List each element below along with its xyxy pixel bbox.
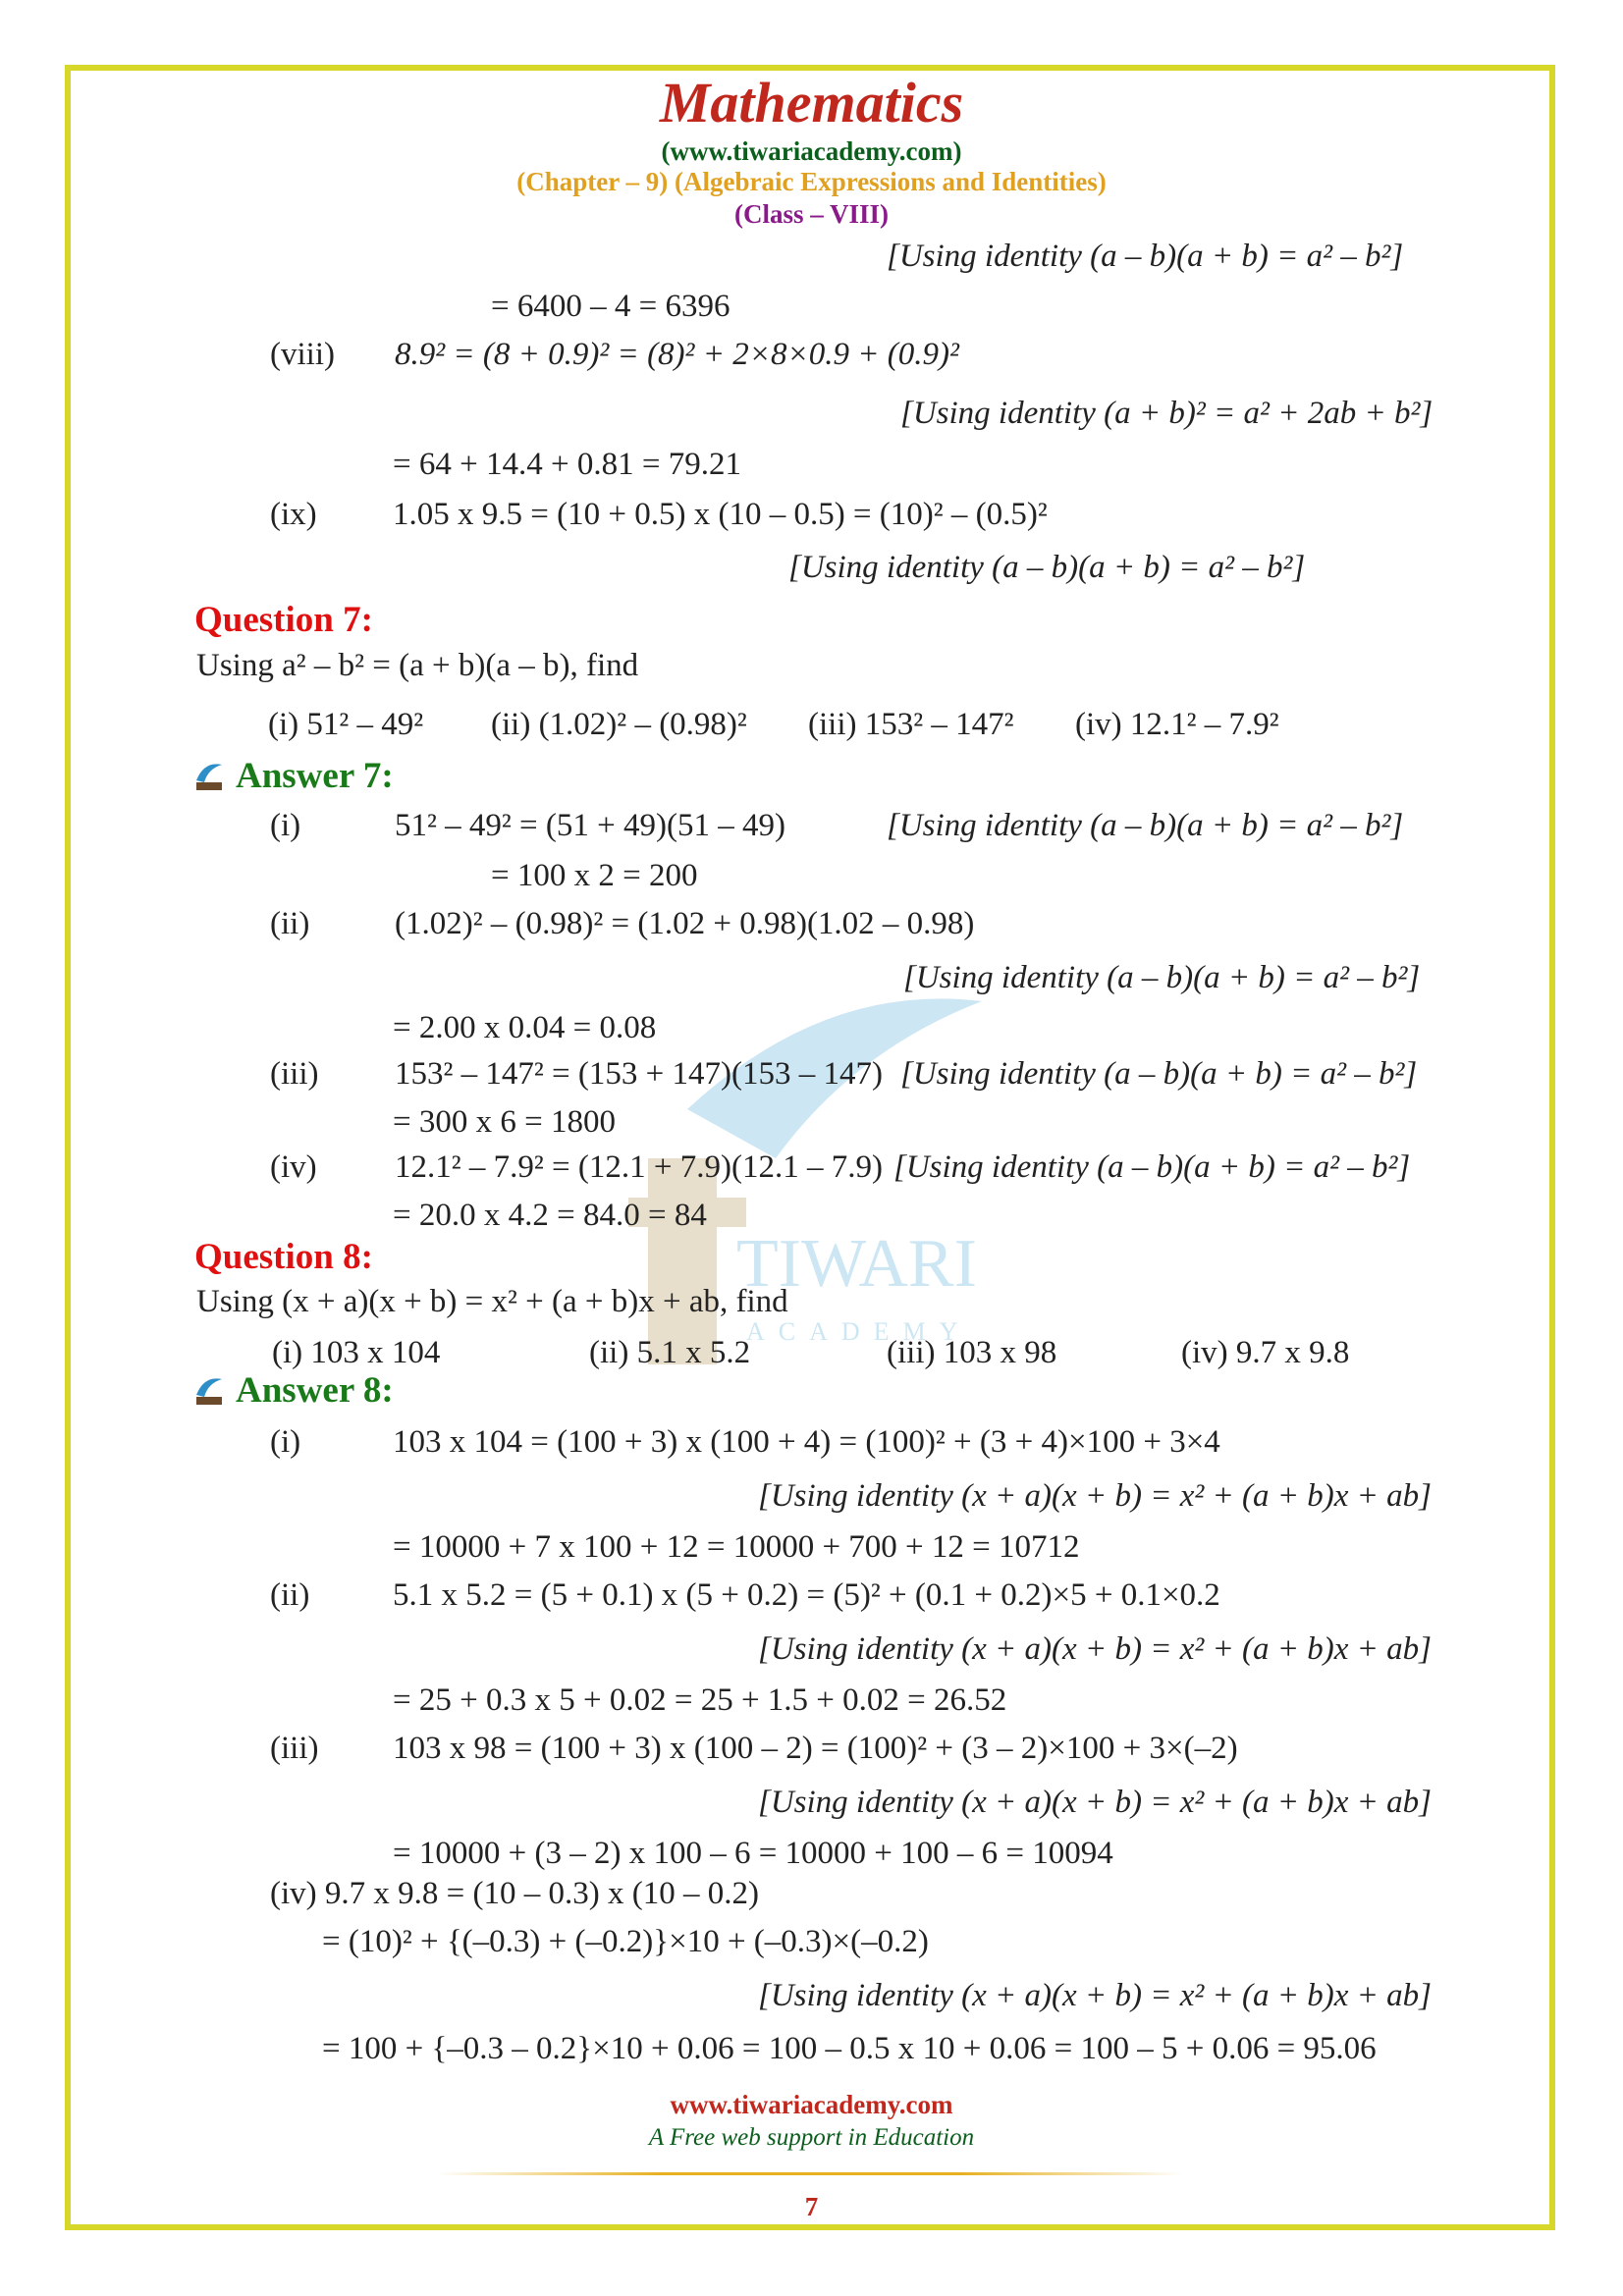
item-label: (viii) — [270, 337, 335, 372]
equation-line: 51² – 49² = (51 + 49)(51 – 49) — [395, 808, 785, 843]
equation-line: 12.1² – 7.9² = (12.1 + 7.9)(12.1 – 7.9) — [395, 1149, 883, 1185]
result-line: = 10000 + 7 x 100 + 12 = 10000 + 700 + 12 = 10712 — [393, 1529, 1080, 1565]
question-8-part: (iii) 103 x 98 — [887, 1335, 1057, 1370]
equation-line: 153² – 147² = (153 + 147)(153 – 147) — [395, 1056, 883, 1092]
result-line: = 300 x 6 = 1800 — [393, 1104, 616, 1140]
identity-note: [Using identity (x + a)(x + b) = x² + (a + b)x + ab] — [758, 1478, 1433, 1514]
class-heading: (Class – VIII) — [733, 199, 890, 229]
item-label: (i) — [270, 808, 301, 843]
footer-divider — [437, 2172, 1183, 2175]
result-line: = 20.0 x 4.2 = 84.0 = 84 — [393, 1198, 707, 1233]
result-line: = 2.00 x 0.04 = 0.08 — [393, 1010, 657, 1045]
item-label: (iii) — [270, 1731, 319, 1766]
identity-note: [Using identity (x + a)(x + b) = x² + (a + b)x + ab] — [758, 1785, 1433, 1820]
item-label: (i) — [270, 1424, 301, 1460]
identity-note: [Using identity (a – b)(a + b) = a² – b²] — [887, 808, 1404, 843]
page-title: Mathematics — [659, 71, 964, 134]
chapter-heading: (Chapter – 9) (Algebraic Expressions and Identities) — [516, 167, 1107, 196]
question-7-text: Using a² – b² = (a + b)(a – b), find — [196, 648, 639, 683]
question-8-part: (i) 103 x 104 — [272, 1335, 441, 1370]
identity-note: [Using identity (a – b)(a + b) = a² – b²] — [893, 1149, 1411, 1185]
item-label: (ix) — [270, 497, 317, 532]
answer-7-heading: Answer 7: — [194, 758, 394, 794]
equation-line: 1.05 x 9.5 = (10 + 0.5) x (10 – 0.5) = (10)² – (0.5)² — [393, 497, 1048, 532]
question-7-part: (ii) (1.02)² – (0.98)² — [491, 707, 747, 742]
answer-icon — [194, 761, 224, 792]
identity-note: [Using identity (a – b)(a + b) = a² – b²] — [887, 239, 1404, 274]
identity-note: [Using identity (a – b)(a + b) = a² – b²] — [900, 1056, 1418, 1092]
watermark-sub: ACADEMY — [746, 1317, 972, 1346]
equation-line: 8.9² = (8 + 0.9)² = (8)² + 2×8×0.9 + (0.9)² — [395, 337, 959, 372]
item-label: (iii) — [270, 1056, 319, 1092]
watermark-brand: TIWARI — [736, 1226, 977, 1302]
result-line: = 100 + {–0.3 – 0.2}×10 + 0.06 = 100 – 0.5 x 10 + 0.06 = 100 – 5 + 0.06 = 95.06 — [322, 2031, 1377, 2066]
question-7-part: (i) 51² – 49² — [268, 707, 424, 742]
equation-line: (iv) 9.7 x 9.8 = (10 – 0.3) x (10 – 0.2) — [270, 1876, 759, 1911]
identity-note: [Using identity (a + b)² = a² + 2ab + b²] — [900, 396, 1434, 431]
question-8-part: (iv) 9.7 x 9.8 — [1181, 1335, 1350, 1370]
question-8-text: Using (x + a)(x + b) = x² + (a + b)x + ab, find — [196, 1284, 788, 1319]
result-line: = 64 + 14.4 + 0.81 = 79.21 — [393, 447, 741, 482]
equation-line: (1.02)² – (0.98)² = (1.02 + 0.98)(1.02 – 0.98) — [395, 906, 975, 941]
result-line: = 6400 – 4 = 6396 — [491, 289, 730, 324]
header-site-link[interactable]: (www.tiwariacademy.com) — [661, 136, 962, 166]
item-label: (ii) — [270, 1577, 310, 1613]
identity-note: [Using identity (a – b)(a + b) = a² – b²] — [903, 960, 1421, 995]
equation-line: 103 x 104 = (100 + 3) x (100 + 4) = (100)² + (3 + 4)×100 + 3×4 — [393, 1424, 1220, 1460]
result-line: = 10000 + (3 – 2) x 100 – 6 = 10000 + 100 – 6 = 10094 — [393, 1836, 1113, 1871]
identity-note: [Using identity (x + a)(x + b) = x² + (a + b)x + ab] — [758, 1631, 1433, 1667]
result-line: = 100 x 2 = 200 — [491, 858, 698, 893]
answer-8-heading: Answer 8: — [194, 1372, 394, 1409]
page-number: 7 — [804, 2192, 819, 2221]
question-7-part: (iii) 153² – 147² — [808, 707, 1014, 742]
identity-note: [Using identity (x + a)(x + b) = x² + (a + b)x + ab] — [758, 1978, 1433, 2013]
item-label: (iv) — [270, 1149, 317, 1185]
question-8-part: (ii) 5.1 x 5.2 — [589, 1335, 751, 1370]
item-label: (ii) — [270, 906, 310, 941]
result-line: = 25 + 0.3 x 5 + 0.02 = 25 + 1.5 + 0.02 = 26.52 — [393, 1682, 1007, 1718]
answer-icon — [194, 1375, 224, 1407]
footer-site-link[interactable]: www.tiwariacademy.com — [670, 2090, 953, 2119]
question-7-heading: Question 7: — [194, 600, 373, 640]
identity-note: [Using identity (a – b)(a + b) = a² – b²] — [788, 550, 1306, 585]
equation-line: 103 x 98 = (100 + 3) x (100 – 2) = (100)² + (3 – 2)×100 + 3×(–2) — [393, 1731, 1238, 1766]
question-8-heading: Question 8: — [194, 1237, 373, 1277]
footer-tagline: A Free web support in Education — [648, 2124, 975, 2151]
equation-line: = (10)² + {(–0.3) + (–0.2)}×10 + (–0.3)×(–0.2) — [322, 1924, 929, 1959]
equation-line: 5.1 x 5.2 = (5 + 0.1) x (5 + 0.2) = (5)² + (0.1 + 0.2)×5 + 0.1×0.2 — [393, 1577, 1220, 1613]
question-7-part: (iv) 12.1² – 7.9² — [1075, 707, 1279, 742]
